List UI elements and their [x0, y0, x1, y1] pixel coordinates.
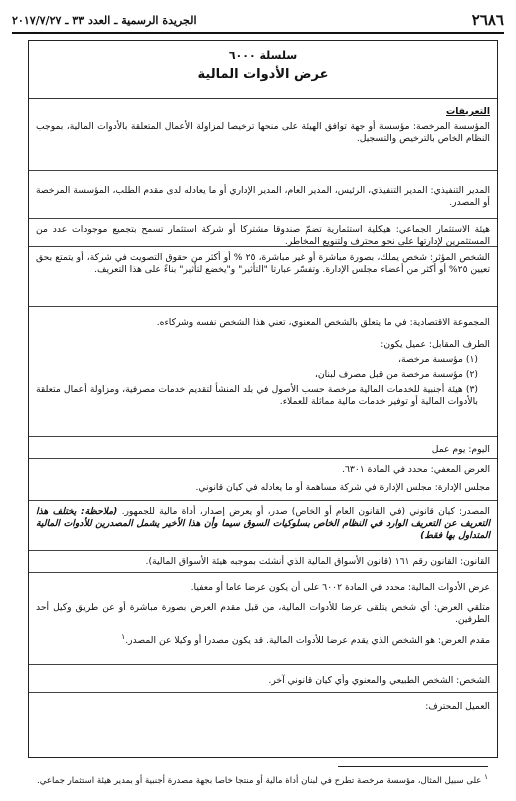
page-header	[12, 10, 504, 32]
day-definition: اليوم: يوم عمل	[431, 444, 490, 455]
footnote	[28, 772, 488, 787]
section-person	[29, 665, 497, 693]
offer-provider-text: مقدم العرض: هو الشخص الذي يقدم عرضا للأدوات المالية. قد يكون مصدرا أو وكيلا عن المصدر.	[125, 634, 490, 646]
list-item: (٣) هيئة أجنبية للخدمات المالية مرخصة حسب الأصول في بلد المنشأ لتقديم خدمات مصرفية، ومزاولة أعمال متعلقة بالأدوات المالية أو توفير خدمات مالية مماثلة للعملاء.	[36, 383, 478, 407]
issuer-definition	[36, 506, 490, 542]
gazette-issue-line: الجريدة الرسمية ـ العدد ٣٣ ـ ٢٠١٧/٧/٢٧	[12, 13, 197, 27]
list-item: (٢) مؤسسة مرخصة من قبل مصرف لبنان،	[314, 368, 478, 380]
executive-manager-definition: المدير التنفيذي: المدير التنفيذي، الرئيس، المدير العام، المدير الإداري أو ما يعادله لدى مقدم الطلب، المؤسسة المرخصة أو المصدر.	[36, 185, 490, 208]
exempt-offer-definition: العرض المعفي: محدد في المادة ٦٣٠١.	[342, 464, 490, 475]
section-definitions	[29, 99, 497, 171]
offer-provider-definition	[36, 632, 490, 647]
footnote-rule	[338, 766, 488, 767]
collective-investment-definition: هيئة الاستثمار الجماعي: هيكلية استثمارية تضمّ صندوقا مشتركا أو شركة استثمار تسمح بتجميع موجودات عدد من المستثمرين لإدارتها على نحو محترف ولتنويع المخاطر.	[36, 224, 490, 247]
title-block	[29, 41, 497, 99]
offer-recipient-definition: متلقي العرض: أي شخص يتلقى عرضا للأدوات المالية، من قبل مقدم العرض بصورة مباشرة أو عن طريق وكيل أحد الطرفين.	[36, 601, 490, 625]
issuer-note: (ملاحظة: يختلف هذا التعريف عن التعريف الوارد في النظام الخاص بسلوكيات السوق سيما وأن هذا الأخير يشمل المصدرين للأدوات المالية المتداول بها فقط)	[36, 506, 490, 541]
page-number: ٢٦٨٦	[471, 11, 504, 30]
header-rule	[12, 32, 504, 34]
footnote-text: على سبيل المثال، مؤسسة مرخصة تطرح في لبنان أداة مالية أو منتجا خاصا بجهة مصدرة أجنبية أو بمدير هيئة استثمار جماعي.	[36, 775, 482, 786]
financial-instruments-offer-definition: عرض الأدوات المالية: محدد في المادة ٦٠٠٢ على أن يكون عرضا عاما أو معفيا.	[190, 582, 490, 593]
document-title: عرض الأدوات المالية	[197, 67, 329, 83]
series-number: سلسلة ٦٠٠٠	[228, 49, 298, 62]
law-definition: القانون: القانون رقم ١٦١ (قانون الأسواق المالية الذي أنشئت بموجبه هيئة الأسواق المالية).	[145, 556, 490, 567]
section-offers	[29, 573, 497, 665]
definitions-heading: التعريفات	[446, 106, 490, 117]
board-definition: مجلس الإدارة: مجلس الإدارة في شركة مساهمة أو ما يعادله في كيان قانوني.	[195, 481, 490, 493]
section-issuer	[29, 501, 497, 551]
section-economic-group	[29, 307, 497, 437]
counterparty-list	[36, 354, 478, 408]
licensed-institution-definition: المؤسسة المرخصة: مؤسسة أو جهة توافق الهيئة على منحها ترخيصا لمزاولة الأعمال المتعلقة بالأدوات المالية، بموجب النظام الخاص بالترخيص والتسجيل.	[36, 120, 490, 144]
counterparty-intro: الطرف المقابل: عميل يكون:	[380, 338, 490, 350]
section-professional-client	[29, 693, 497, 717]
section-executive-manager	[29, 171, 497, 219]
section-law	[29, 551, 497, 573]
section-influential-person	[29, 247, 497, 307]
section-exempt-offer	[29, 459, 497, 501]
section-day	[29, 437, 497, 459]
person-definition: الشخص: الشخص الطبيعي والمعنوي وأي كيان قانوني آخر.	[268, 675, 490, 686]
influential-person-definition: الشخص المؤثر: شخص يملك، بصورة مباشرة أو غير مباشرة، ٢٥ % أو أكثر من حقوق التصويت في شركة، أو يتمتع بحق تعيين ٢٥% أو أكثر من أعضاء مجلس الإدارة. وتفسّر عبارتا "التأثير" و"يخضع لتأثير" بناءً على هذا التعريف.	[36, 252, 490, 275]
list-item: (١) مؤسسة مرخصة،	[398, 353, 478, 365]
footnote-mark: ١	[484, 772, 488, 781]
footnote-reference: ١	[121, 631, 126, 641]
section-collective-investment	[29, 219, 497, 247]
document-frame	[28, 40, 498, 758]
issuer-text: المصدر: كيان قانوني (في القانون العام أو الخاص) صدر، أو يعرض إصدار، أداة مالية للجمهور.	[121, 506, 490, 517]
professional-client-definition: العميل المحترف:	[425, 701, 490, 712]
economic-group-definition: المجموعة الاقتصادية: في ما يتعلق بالشخص المعنوي، تعني هذا الشخص نفسه وشركاءه.	[156, 317, 490, 328]
